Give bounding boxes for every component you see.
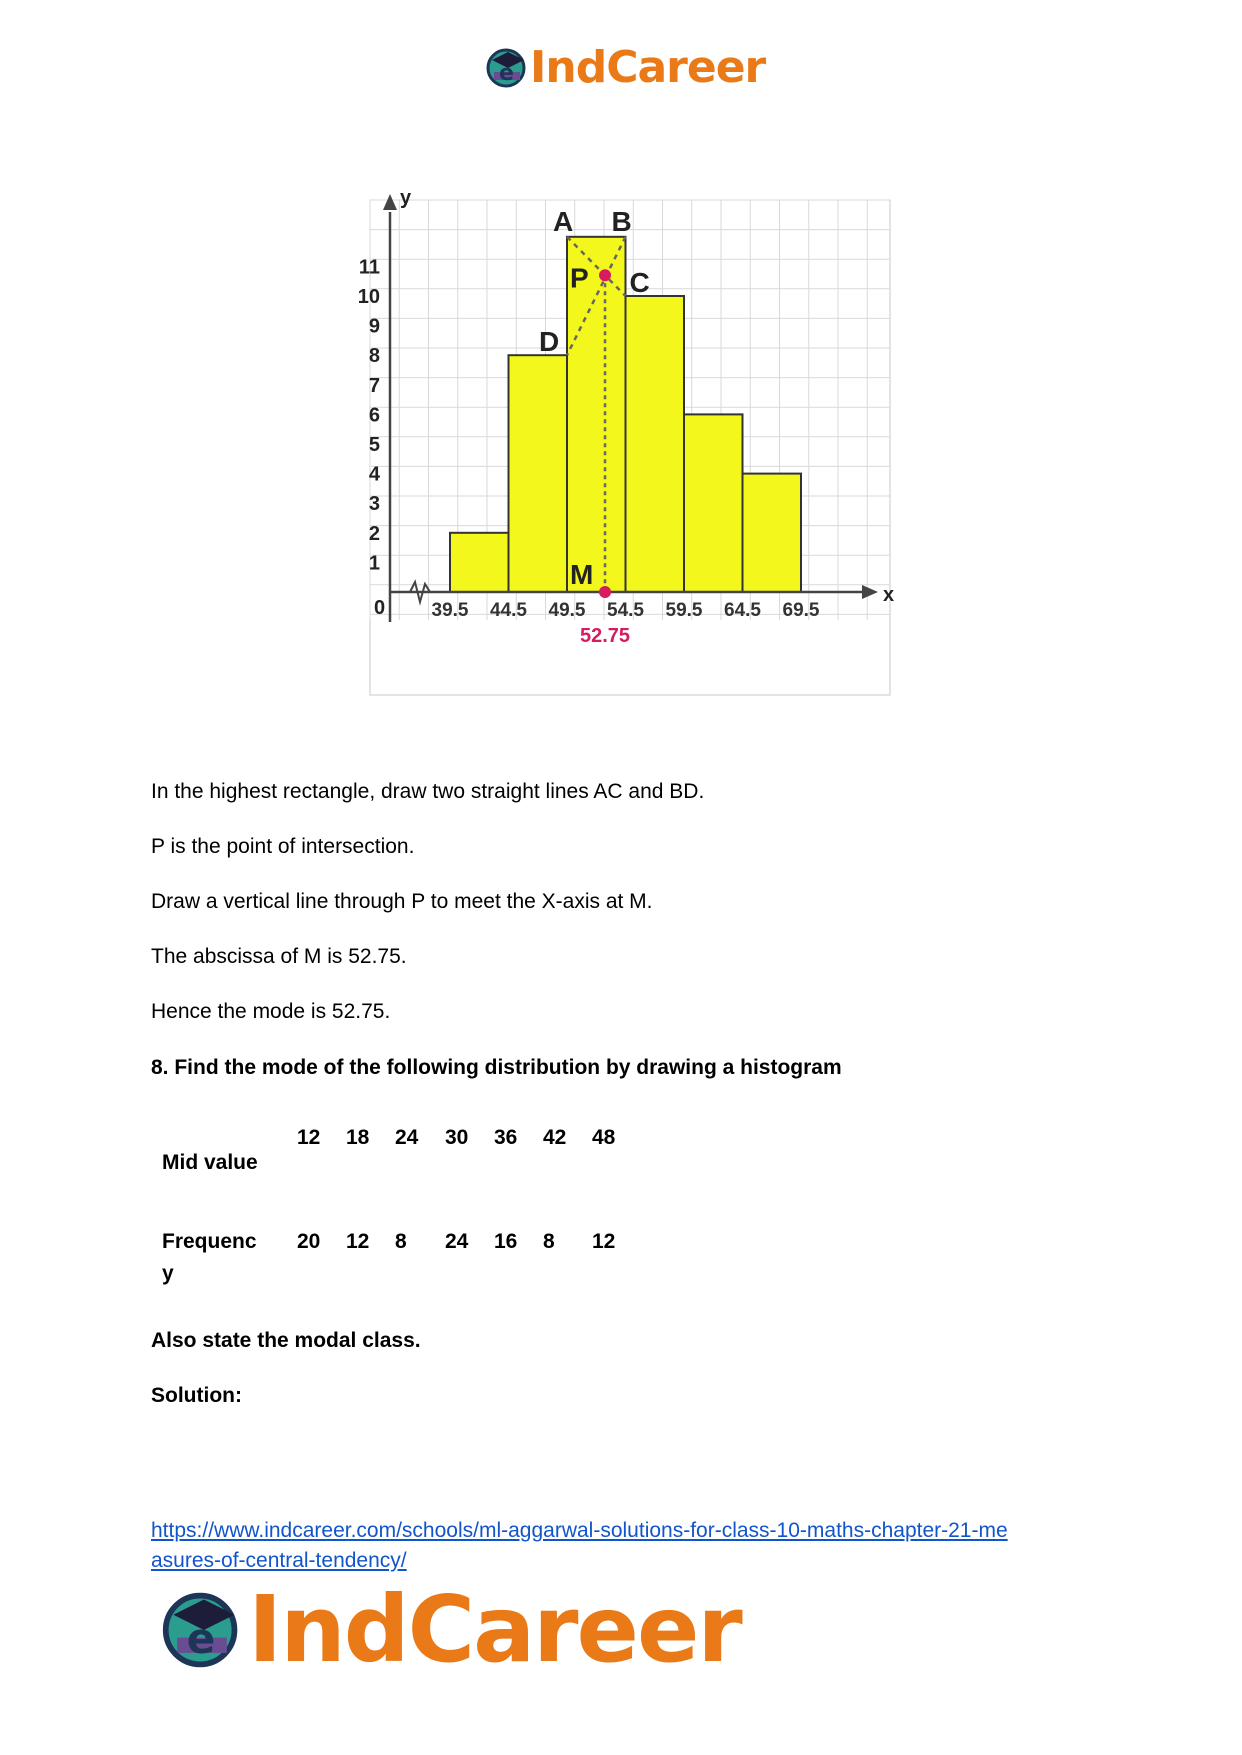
table-cell: 30 <box>445 1126 469 1149</box>
logo-globe-icon <box>486 46 528 90</box>
histogram-bar <box>684 414 743 592</box>
table-cell: 12 <box>592 1230 616 1253</box>
question-8: 8. Find the mode of the following distribution by drawing a histogram <box>151 1056 842 1079</box>
y-tick-label: 4 <box>368 463 380 486</box>
table-cell: 8 <box>543 1230 555 1253</box>
mode-value-label: 52.75 <box>579 625 631 647</box>
y-axis-label: y <box>400 187 412 209</box>
paragraph-1: In the highest rectangle, draw two straight lines AC and BD. <box>151 780 705 803</box>
paragraph-5: Hence the mode is 52.75. <box>151 1000 391 1023</box>
histogram-bar <box>450 533 509 592</box>
y-tick-label: 6 <box>368 404 380 427</box>
source-link[interactable] <box>151 1516 1091 1576</box>
table-cell: 36 <box>494 1126 518 1149</box>
table-cell: 12 <box>346 1230 370 1253</box>
y-tick-label: 9 <box>368 315 380 338</box>
paragraph-2: P is the point of intersection. <box>151 835 415 858</box>
footer-logo-globe-icon <box>160 1588 244 1672</box>
histogram-bar <box>626 296 685 592</box>
label-c: C <box>629 267 650 298</box>
paragraph-4: The abscissa of M is 52.75. <box>151 945 407 968</box>
label-p: P <box>570 262 589 294</box>
source-link-line-1[interactable]: https://www.indcareer.com/schools/ml-aggarwal-solutions-for-class-10-maths-chapter-21-me <box>151 1519 1008 1542</box>
point-m-marker <box>599 586 611 598</box>
table-row-label-freq-b: y <box>162 1262 174 1285</box>
svg-text:e: e <box>186 1613 216 1663</box>
footer-logo-text: IndCareer <box>248 1576 741 1683</box>
table-cell: 16 <box>494 1230 518 1253</box>
point-p-marker <box>599 269 611 281</box>
table-cell: 48 <box>592 1126 616 1149</box>
x-tick-label: 59.5 <box>665 600 703 621</box>
histogram-chart <box>357 187 920 720</box>
header-logo-text: IndCareer <box>530 42 766 93</box>
y-tick-label: 2 <box>368 522 380 545</box>
svg-text:e: e <box>499 61 514 86</box>
table-cell: 12 <box>297 1126 321 1149</box>
label-b: B <box>611 205 632 237</box>
header-logo <box>486 40 766 100</box>
solution-heading: Solution: <box>151 1384 242 1407</box>
label-m: M <box>570 559 594 590</box>
y-tick-label: 7 <box>368 374 380 397</box>
origin-label: 0 <box>374 597 386 619</box>
table-cell: 18 <box>346 1126 370 1149</box>
y-tick-label: 8 <box>368 345 380 368</box>
table-cell: 24 <box>445 1230 469 1253</box>
paragraph-3: Draw a vertical line through P to meet the X-axis at M. <box>151 890 653 913</box>
label-a: A <box>553 205 574 237</box>
y-tick-label: 11 <box>358 256 380 279</box>
source-link-line-2[interactable]: asures-of-central-tendency/ <box>151 1549 407 1572</box>
y-tick-label: 3 <box>368 493 380 516</box>
histogram-bar <box>743 474 802 592</box>
x-tick-label: 64.5 <box>724 600 761 621</box>
table-cell: 42 <box>543 1126 567 1149</box>
table-cell: 24 <box>395 1126 419 1149</box>
table-row-label-mid: Mid value <box>162 1151 258 1174</box>
x-tick-label: 39.5 <box>431 600 469 621</box>
modal-class-prompt: Also state the modal class. <box>151 1329 421 1352</box>
x-tick-label: 54.5 <box>607 600 644 621</box>
footer-logo <box>160 1576 741 1690</box>
histogram-bar <box>509 355 568 592</box>
table-cell: 8 <box>395 1230 407 1253</box>
y-tick-label: 5 <box>368 434 380 456</box>
table-row-label-freq-a: Frequenc <box>162 1230 257 1253</box>
x-tick-label: 44.5 <box>490 600 527 621</box>
y-tick-label: 1 <box>368 552 380 575</box>
x-tick-label: 69.5 <box>782 600 820 621</box>
x-tick-label: 49.5 <box>548 600 586 621</box>
table-cell: 20 <box>297 1230 321 1253</box>
label-d: D <box>539 326 560 358</box>
y-tick-label: 10 <box>357 286 380 308</box>
x-axis-label: x <box>883 584 895 606</box>
